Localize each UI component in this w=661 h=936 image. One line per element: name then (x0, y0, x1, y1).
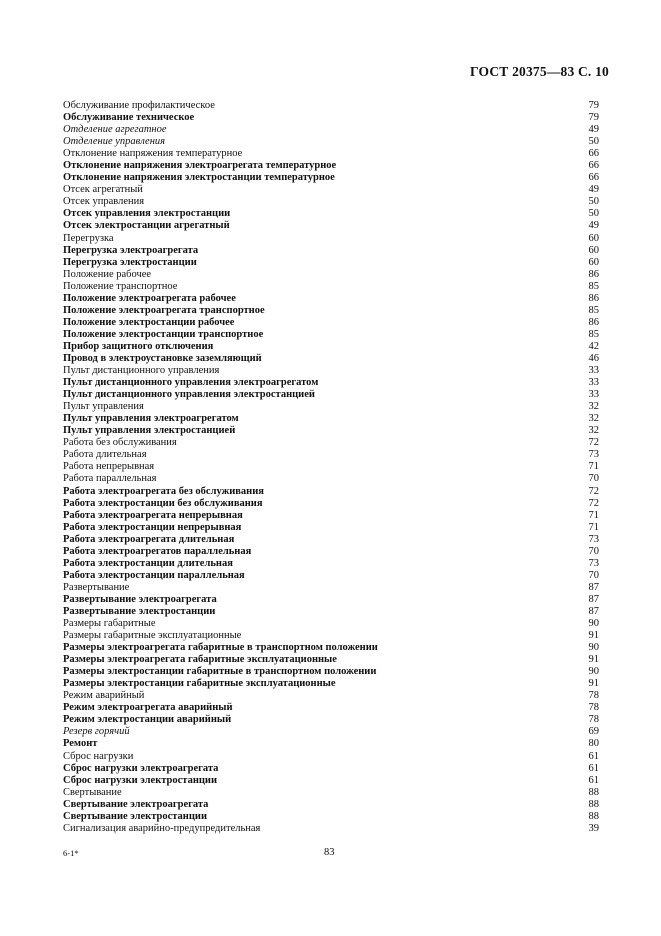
index-entry (63, 618, 599, 630)
index-entry (63, 124, 599, 136)
index-term: Положение электростанции транспортное (63, 328, 264, 340)
index-term: Работа непрерывная (63, 461, 155, 473)
index-page-number: 50 (588, 196, 599, 208)
index-term: Работа электростанции без обслуживания (63, 497, 263, 509)
index-term: Отклонение напряжения температурное (63, 148, 243, 160)
index-entry (63, 714, 599, 726)
index-term: Работа электростанции непрерывная (63, 521, 242, 533)
index-entry (63, 606, 599, 618)
index-page-number: 66 (588, 148, 599, 160)
index-entry (63, 196, 599, 208)
index-page-number: 86 (588, 268, 599, 280)
index-term: Свертывание электростанции (63, 810, 207, 822)
index-entry (63, 293, 599, 305)
index-term: Сигнализация аварийно-предупредительная (63, 822, 261, 834)
index-entry (63, 148, 599, 160)
index-entry (63, 690, 599, 702)
index-page-number: 49 (588, 184, 599, 196)
index-entry (63, 401, 599, 413)
index-term: Пульт управления (63, 401, 144, 413)
index-page-number: 61 (588, 750, 599, 762)
index-entry (63, 317, 599, 329)
index-entry (63, 642, 599, 654)
index-page-number: 85 (588, 280, 599, 292)
index-term: Работа электроагрегатов параллельная (63, 545, 252, 557)
index-entry (63, 486, 599, 498)
index-entry (63, 726, 599, 738)
index-term: Отсек агрегатный (63, 184, 143, 196)
footer-sheet-mark: 6-1* (63, 848, 79, 858)
index-entry (63, 546, 599, 558)
index-entry (63, 389, 599, 401)
index-page-number: 78 (588, 702, 599, 714)
index-term: Размеры электростанции габаритные в транспортном положении (63, 666, 377, 678)
index-term: Перегрузка электростанции (63, 256, 197, 268)
document-header: ГОСТ 20375—83 С. 10 (470, 64, 609, 79)
index-term: Режим электростанции аварийный (63, 714, 232, 726)
index-entry (63, 136, 599, 148)
index-term: Размеры электроагрегата габаритные эксплуатационные (63, 654, 337, 666)
index-page-number: 71 (588, 521, 599, 533)
index-term: Отклонение напряжения электроагрегата температурное (63, 160, 337, 172)
index-page-number: 72 (588, 497, 599, 509)
index-page-number: 39 (588, 822, 599, 834)
index-entry (63, 558, 599, 570)
index-term: Положение электроагрегата транспортное (63, 304, 265, 316)
index-term: Провод в электроустановке заземляющий (63, 352, 262, 364)
index-page-number: 33 (588, 377, 599, 389)
index-entry (63, 341, 599, 353)
index-entry (63, 630, 599, 642)
index-entry (63, 160, 599, 172)
index-entry (63, 522, 599, 534)
index-entry (63, 365, 599, 377)
index-entry (63, 498, 599, 510)
index-term: Работа параллельная (63, 473, 157, 485)
index-entry (63, 172, 599, 184)
index-entry (63, 377, 599, 389)
index-entry (63, 305, 599, 317)
index-page-number: 80 (588, 738, 599, 750)
index-entry (63, 184, 599, 196)
index-term: Пульт дистанционного управления электростанцией (63, 389, 315, 401)
index-term: Отсек электростанции агрегатный (63, 220, 230, 232)
index-term: Положение электростанции рабочее (63, 316, 235, 328)
index-page-number: 32 (588, 413, 599, 425)
index-term: Пульт дистанционного управления (63, 365, 220, 377)
index-page-number: 88 (588, 810, 599, 822)
index-entry (63, 413, 599, 425)
index-term: Развертывание электроагрегата (63, 593, 217, 605)
index-term: Сброс нагрузки (63, 750, 134, 762)
index-entry (63, 449, 599, 461)
index-entry (63, 678, 599, 690)
index-term: Отсек управления электростанции (63, 208, 231, 220)
index-entry (63, 220, 599, 232)
index-page-number: 87 (588, 605, 599, 617)
index-term: Резерв горячий (63, 726, 130, 738)
index-page-number: 87 (588, 593, 599, 605)
index-term: Свертывание электроагрегата (63, 798, 209, 810)
index-entry (63, 353, 599, 365)
index-entry (63, 473, 599, 485)
index-entry (63, 100, 599, 112)
index-entry (63, 799, 599, 811)
index-page-number: 33 (588, 389, 599, 401)
index-entry (63, 329, 599, 341)
index-term: Пульт управления электростанцией (63, 425, 236, 437)
index-term: Положение электроагрегата рабочее (63, 292, 236, 304)
footer-page-number: 83 (324, 847, 335, 858)
term-index-list (63, 100, 599, 835)
index-term: Работа электроагрегата длительная (63, 533, 235, 545)
index-term: Сброс нагрузки электроагрегата (63, 762, 219, 774)
index-page-number: 49 (588, 124, 599, 136)
index-page-number: 70 (588, 473, 599, 485)
index-term: Обслуживание техническое (63, 112, 195, 124)
index-page-number: 87 (588, 581, 599, 593)
index-term: Развертывание электростанции (63, 605, 216, 617)
index-page-number: 91 (588, 678, 599, 690)
index-page-number: 78 (588, 690, 599, 702)
index-page-number: 85 (588, 328, 599, 340)
index-page-number: 86 (588, 292, 599, 304)
index-entry (63, 425, 599, 437)
index-entry (63, 245, 599, 257)
index-entry (63, 787, 599, 799)
index-page-number: 79 (588, 100, 599, 111)
index-page-number: 32 (588, 425, 599, 437)
index-page-number: 66 (588, 172, 599, 184)
index-term: Размеры электростанции габаритные эксплуатационные (63, 678, 336, 690)
index-term: Работа электроагрегата без обслуживания (63, 485, 264, 497)
index-page-number: 90 (588, 642, 599, 654)
index-page-number: 60 (588, 232, 599, 244)
index-entry (63, 570, 599, 582)
index-entry (63, 461, 599, 473)
index-page-number: 91 (588, 630, 599, 642)
index-entry (63, 437, 599, 449)
index-page-number: 88 (588, 786, 599, 798)
index-term: Прибор защитного отключения (63, 340, 214, 352)
index-page-number: 49 (588, 220, 599, 232)
index-entry (63, 654, 599, 666)
index-entry (63, 823, 599, 835)
index-entry (63, 534, 599, 546)
index-term: Отклонение напряжения электростанции температурное (63, 172, 335, 184)
index-page-number: 90 (588, 666, 599, 678)
index-page-number: 61 (588, 774, 599, 786)
index-entry (63, 208, 599, 220)
index-page-number: 60 (588, 256, 599, 268)
index-page-number: 73 (588, 449, 599, 461)
index-term: Отсек управления (63, 196, 145, 208)
index-term: Развертывание (63, 581, 130, 593)
index-page-number: 72 (588, 485, 599, 497)
index-entry (63, 666, 599, 678)
index-term: Режим электроагрегата аварийный (63, 702, 233, 714)
index-entry (63, 582, 599, 594)
index-term: Свертывание (63, 786, 122, 798)
index-term: Перегрузка электроагрегата (63, 244, 199, 256)
index-term: Положение рабочее (63, 268, 152, 280)
index-page-number: 42 (588, 340, 599, 352)
index-page-number: 50 (588, 136, 599, 148)
index-entry (63, 763, 599, 775)
index-entry (63, 751, 599, 763)
index-page-number: 90 (588, 618, 599, 630)
index-entry (63, 281, 599, 293)
index-page-number: 60 (588, 244, 599, 256)
index-term: Работа длительная (63, 449, 147, 461)
index-entry (63, 775, 599, 787)
index-page-number: 66 (588, 160, 599, 172)
index-page-number: 33 (588, 365, 599, 377)
index-term: Отделение агрегатное (63, 124, 167, 136)
index-term: Сброс нагрузки электростанции (63, 774, 218, 786)
index-entry (63, 269, 599, 281)
index-term: Ремонт (63, 738, 98, 750)
index-page-number: 85 (588, 304, 599, 316)
index-term: Размеры габаритные (63, 618, 156, 630)
index-term: Перегрузка (63, 232, 114, 244)
index-entry (63, 702, 599, 714)
index-term: Работа электростанции длительная (63, 557, 233, 569)
index-page-number: 32 (588, 401, 599, 413)
index-page-number: 72 (588, 437, 599, 449)
index-page-number: 70 (588, 545, 599, 557)
index-term: Работа электроагрегата непрерывная (63, 509, 243, 521)
index-entry (63, 594, 599, 606)
index-page-number: 69 (588, 726, 599, 738)
index-page-number: 79 (588, 112, 599, 124)
index-page-number: 50 (588, 208, 599, 220)
index-entry (63, 738, 599, 750)
index-term: Обслуживание профилактическое (63, 100, 215, 111)
index-page-number: 73 (588, 533, 599, 545)
index-page-number: 70 (588, 569, 599, 581)
index-page-number: 86 (588, 316, 599, 328)
index-term: Пульт дистанционного управления электроагрегатом (63, 377, 319, 389)
index-page-number: 61 (588, 762, 599, 774)
index-page-number: 46 (588, 352, 599, 364)
index-entry (63, 257, 599, 269)
index-entry (63, 510, 599, 522)
index-term: Режим аварийный (63, 690, 145, 702)
index-entry (63, 233, 599, 245)
index-page-number: 91 (588, 654, 599, 666)
index-term: Размеры электроагрегата габаритные в транспортном положении (63, 642, 378, 654)
index-entry (63, 112, 599, 124)
index-term: Размеры габаритные эксплуатационные (63, 630, 242, 642)
index-page-number: 88 (588, 798, 599, 810)
index-term: Пульт управления электроагрегатом (63, 413, 239, 425)
index-term: Отделение управления (63, 136, 166, 148)
index-entry (63, 811, 599, 823)
index-term: Работа без обслуживания (63, 437, 177, 449)
index-term: Работа электростанции параллельная (63, 569, 245, 581)
index-page-number: 78 (588, 714, 599, 726)
index-page-number: 71 (588, 509, 599, 521)
index-page-number: 71 (588, 461, 599, 473)
index-page-number: 73 (588, 557, 599, 569)
index-term: Положение транспортное (63, 280, 178, 292)
